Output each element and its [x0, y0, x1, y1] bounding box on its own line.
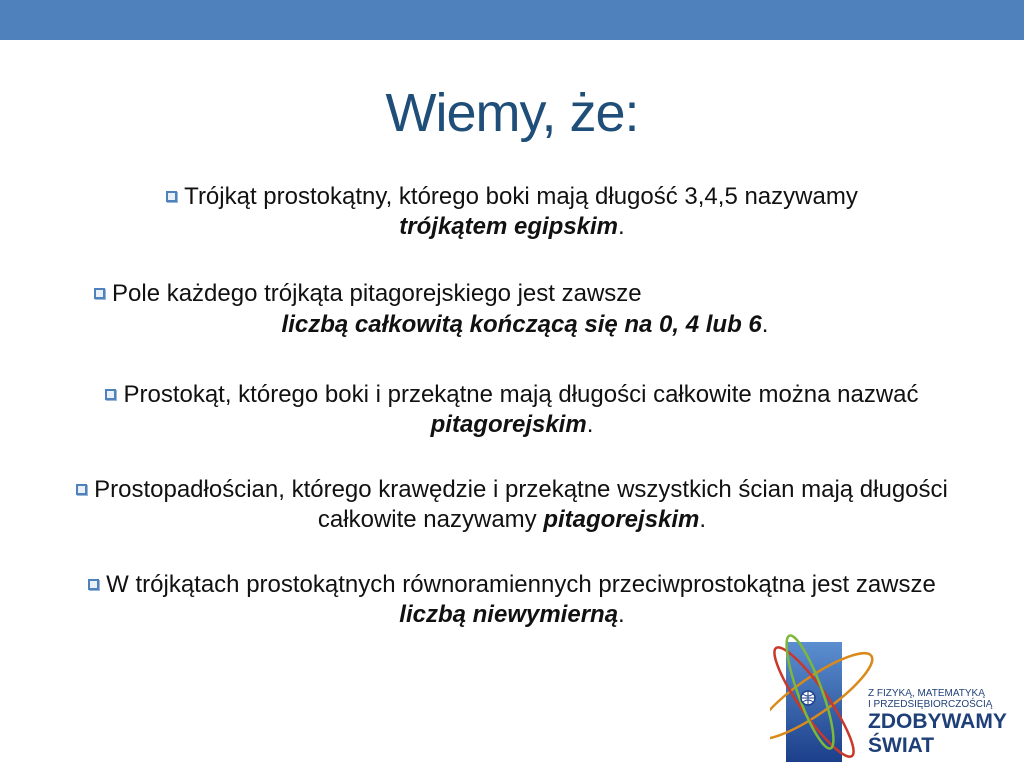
top-bar: [0, 0, 1024, 40]
bullet-item: [70, 182, 954, 242]
bullet-text: W trójkątach prostokątnych równoramiennych przeciwprostokątna jest zawsze: [106, 571, 936, 598]
bullet-text: Prostokąt, którego boki i przekątne mają długości całkowite można nazwać: [123, 381, 919, 408]
bullet-punct: .: [761, 311, 769, 338]
logo-line: Z FIZYKĄ, MATEMATYKĄ: [868, 688, 985, 699]
square-bullet-icon: [94, 288, 105, 299]
bullet-continuation: [0, 311, 1024, 339]
bullet-emphasis: pitagorejskim: [543, 506, 700, 533]
bullet-item: [70, 475, 954, 535]
bullet-item: [94, 280, 642, 308]
logo-text: [868, 688, 1007, 758]
bullet-text: Trójkąt prostokątny, którego boki mają długość 3,4,5 nazywamy: [184, 183, 858, 210]
bullet-emphasis: trójkątem egipskim: [399, 213, 619, 240]
bullet-emphasis: liczbą całkowitą kończącą się na 0, 4 lub 6: [281, 311, 762, 338]
logo-line: ŚWIAT: [868, 734, 935, 757]
bullet-emphasis: pitagorejskim: [430, 411, 587, 438]
bullet-punct: .: [586, 411, 594, 438]
bullet-punct: .: [618, 601, 625, 628]
square-bullet-icon: [105, 389, 116, 400]
bullet-item: [70, 380, 954, 440]
square-bullet-icon: [76, 484, 87, 495]
bullet-text: Pole każdego trójkąta pitagorejskiego jest zawsze: [112, 280, 642, 307]
bullet-item: [70, 570, 954, 630]
square-bullet-icon: [166, 191, 177, 202]
bullet-text: Prostopadłościan, którego krawędzie i przekątne wszystkich ścian mają długości całkowite nazywamy: [94, 476, 948, 533]
bullet-emphasis: liczbą niewymierną: [399, 601, 619, 628]
bullet-punct: .: [699, 506, 707, 533]
square-bullet-icon: [88, 579, 99, 590]
logo-line: I PRZEDSIĘBIORCZOŚCIĄ: [868, 699, 993, 710]
logo-line: ZDOBYWAMY: [868, 710, 1007, 733]
bullet-punct: .: [618, 213, 625, 240]
slide-title: Wiemy, że:: [385, 83, 639, 143]
